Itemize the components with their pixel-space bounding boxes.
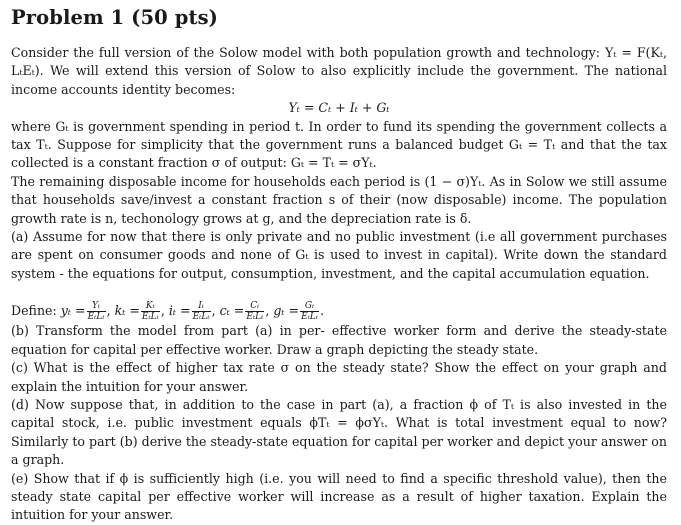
part-d: (d) Now suppose that, in addition to the case in part (a), a fraction ϕ of Tₜ is also invested in the capital stock, i.e. public investment equals ϕTₜ = ϕσYₜ. What is total investment equal to now? Similarly to part (b) derive the steady-state equation for capital per worker and depict your answer on a graph. [11,396,667,468]
problem-title: Problem 1 (50 pts) [11,6,218,29]
def-i-lhs: iₜ = [168,303,191,319]
national-income-identity: Yₜ = Cₜ + Iₜ + Gₜ [288,100,390,116]
spacer [11,283,667,301]
def-k-fraction [141,301,160,322]
part-e: (e) Show that if ϕ is sufficiently high (i.e. you will need to find a specific threshold value), then the steady state capital per effective worker will increase as a result of higher taxation. Explain the intuition for your answer. [11,470,667,523]
def-k-den: EₜLₜ [141,312,159,323]
def-y-num: Yₜ [91,301,101,312]
disposable-income-paragraph: The remaining disposable income for households each period is (1 − σ)Yₜ. As in Solow we still assume that households save/invest a constant fraction s of their (now disposable) income. The population growth rate is n, techonology grows at g, and the depreciation rate is δ. [11,173,667,226]
def-c-fraction [245,301,264,322]
part-c: (c) What is the effect of higher tax rate σ on the steady state? Show the effect on your graph and explain the intuition for your answer. [11,360,667,394]
def-g-fraction [300,301,319,322]
def-c-den: EₜLₜ [246,312,264,323]
define-label: Define: [11,303,57,319]
problem-body [11,44,667,525]
definitions-line: Define: yₜ = $\frac{\text{Yₜ}}{\text{EₜLₜ}}$ , kₜ = $\frac{\text{Kₜ}}{\text{EₜLₜ}}$ , iₜ = $\frac{\text{Iₜ}}{\text{EₜLₜ}}$ , cₜ = $\frac{\text{Cₜ}}{\text{EₜLₜ}}$ , gₜ = $\frac{\text{Gₜ}}{\text{EₜLₜ}}$ . [11,301,325,323]
def-i-fraction [192,301,211,322]
part-a: (a) Assume for now that there is only private and no public investment (i.e all government purchases are spent on consumer goods and none of Gₜ is used to invest in capital). Write down the standard system - the equations for output, consumption, investment, and the capital accumulation equation. [11,229,667,281]
def-c-num: Cₜ [250,301,260,312]
def-g-lhs: gₜ = [273,303,300,319]
def-i-num: Iₜ [198,301,204,312]
part-b: (b) Transform the model from part (a) in per- effective worker form and derive the steady-state equation for capital per effective worker. Draw a graph depicting the steady state. [11,323,667,357]
def-k-num: Kₜ [145,301,155,312]
def-y-lhs: yₜ = [60,303,86,319]
def-k-lhs: kₜ = [114,303,140,319]
government-paragraph: where Gₜ is government spending in period t. In order to fund its spending the government collects a tax Tₜ. Suppose for simplicity that the government runs a balanced budget Gₜ = Tₜ and that the tax collected is a constant fraction σ of output: Gₜ = Tₜ = σYₜ. [11,118,667,171]
def-y-den: EₜLₜ [87,312,105,323]
def-g-den: EₜLₜ [301,312,319,323]
def-c-lhs: cₜ = [219,303,245,319]
intro-paragraph: Consider the full version of the Solow model with both population growth and technology: Yₜ = F(Kₜ, LₜEₜ). We will extend this version of Solow to also explicitly include the government. The national income accounts identity becomes: [11,45,667,97]
def-y-fraction [87,301,106,322]
def-i-den: EₜLₜ [192,312,210,323]
def-g-num: Gₜ [304,301,315,312]
